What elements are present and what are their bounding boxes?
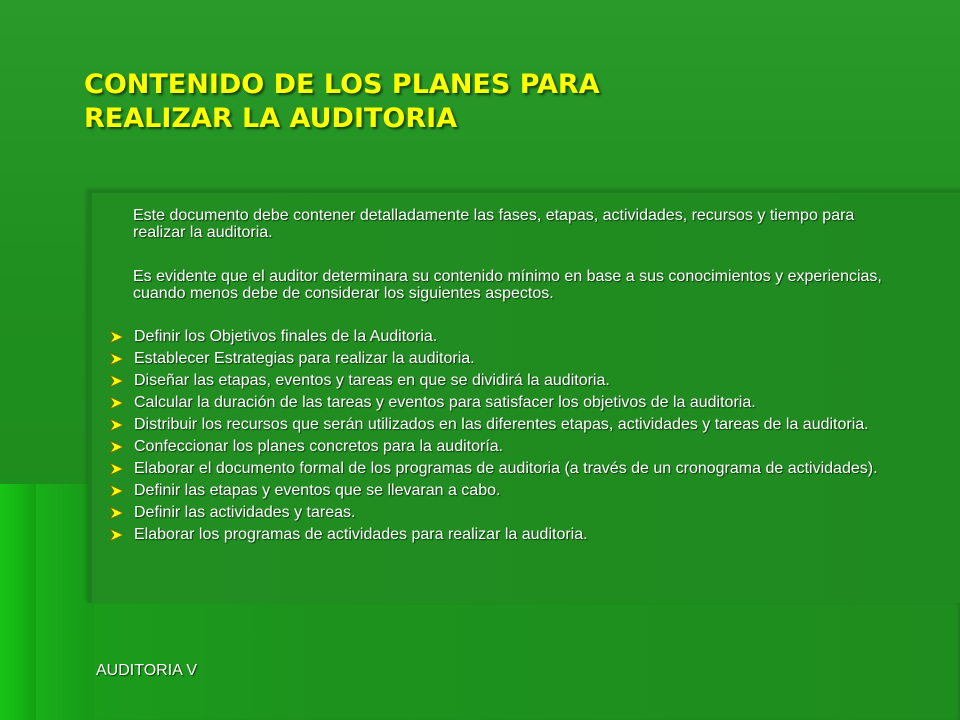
slide-title (84, 68, 784, 136)
list-item-text: Establecer Estrategias para realizar la auditoria. (134, 350, 475, 367)
list-item (108, 395, 913, 411)
arrowhead-bullet-icon (108, 329, 126, 345)
aspects-list (108, 329, 913, 549)
list-item-text: Definir las etapas y eventos que se llevaran a cabo. (134, 482, 501, 499)
slide-title-line-1: CONTENIDO DE LOS PLANES PARA (84, 69, 600, 100)
list-item (108, 483, 913, 499)
arrowhead-bullet-icon (108, 373, 126, 389)
list-item (108, 439, 913, 455)
arrowhead-bullet-icon (108, 483, 126, 499)
list-item-text: Definir las actividades y tareas. (134, 504, 356, 521)
list-item-text: Elaborar los programas de actividades para realizar la auditoria. (134, 526, 588, 543)
arrowhead-bullet-icon (108, 505, 126, 521)
list-item-text: Calcular la duración de las tareas y eventos para satisfacer los objetivos de la auditoria. (134, 394, 756, 411)
arrowhead-bullet-icon (108, 527, 126, 543)
list-item (108, 461, 913, 477)
slide-footer: AUDITORIA V (96, 662, 198, 679)
decorative-band-left (0, 484, 40, 720)
arrowhead-bullet-icon (108, 417, 126, 433)
context-paragraph: Es evidente que el auditor determinara su contenido mínimo en base a sus conocimientos y experiencias, cuando menos debe de considerar los siguientes aspectos. (133, 268, 882, 302)
list-item (108, 527, 913, 543)
list-item-text: Confeccionar los planes concretos para la auditoría. (134, 438, 504, 455)
list-item (108, 351, 913, 367)
arrowhead-bullet-icon (108, 351, 126, 367)
list-item-text: Diseñar las etapas, eventos y tareas en que se dividirá la auditoria. (134, 372, 610, 389)
list-item-text: Definir los Objetivos finales de la Auditoria. (134, 328, 438, 345)
intro-paragraph: Este documento debe contener detalladamente las fases, etapas, actividades, recursos y tiempo para realizar la auditoria. (133, 207, 855, 241)
slide-title-line-2: REALIZAR LA AUDITORIA (84, 103, 458, 134)
list-item-text: Distribuir los recursos que serán utilizados en las diferentes etapas, actividades y tareas de la auditoria. (134, 416, 869, 433)
list-item (108, 329, 913, 345)
arrowhead-bullet-icon (108, 395, 126, 411)
list-item (108, 417, 913, 433)
arrowhead-bullet-icon (108, 439, 126, 455)
arrowhead-bullet-icon (108, 461, 126, 477)
decorative-shade (36, 484, 94, 720)
list-item (108, 373, 913, 389)
list-item (108, 505, 913, 521)
list-item-text: Elaborar el documento formal de los programas de auditoria (a través de un cronograma de actividades). (134, 460, 878, 477)
